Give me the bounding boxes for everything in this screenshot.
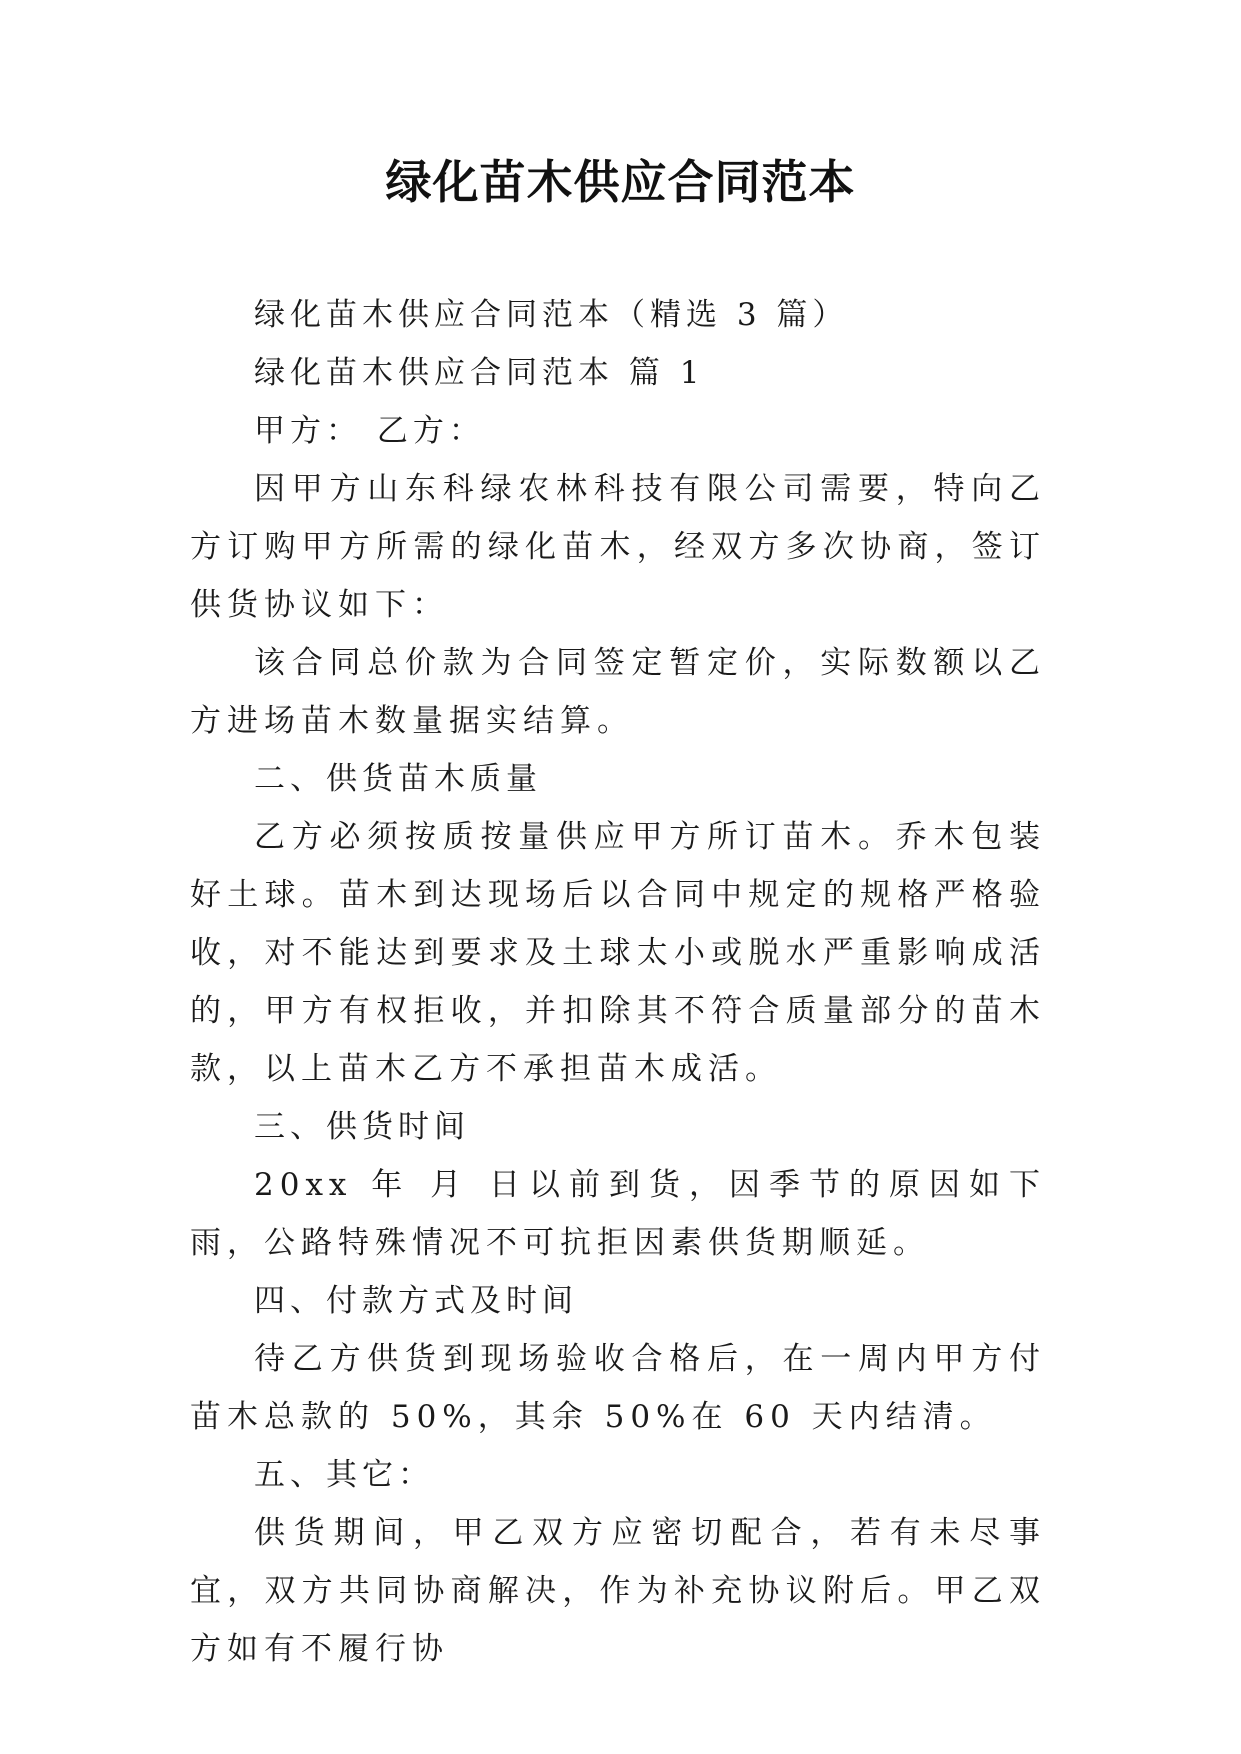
price-paragraph: 该合同总价款为合同签定暂定价，实际数额以乙方进场苗木数量据实结算。 — [190, 645, 1046, 739]
heading-delivery-time: 三、供货时间 — [254, 1109, 470, 1145]
subtitle-paragraph: 绿化苗木供应合同范本（精选 3 篇） — [254, 297, 849, 333]
heading-other: 五、其它： — [254, 1457, 434, 1493]
payment-paragraph: 待乙方供货到现场验收合格后，在一周内甲方付苗木总款的 50%，其余 50%在 60 天内结清。 — [190, 1341, 1046, 1435]
delivery-time-paragraph: 20xx 年 月 日以前到货，因季节的原因如下雨，公路特殊情况不可抗拒因素供货期顺延。 — [190, 1167, 1046, 1261]
document-body — [190, 286, 1046, 1678]
section-heading-part-1: 绿化苗木供应合同范本 篇 1 — [254, 355, 705, 391]
document-title: 绿化苗木供应合同范本 — [385, 155, 856, 209]
heading-payment: 四、付款方式及时间 — [254, 1283, 578, 1319]
other-paragraph: 供货期间，甲乙双方应密切配合，若有未尽事宜，双方共同协商解决，作为补充协议附后。甲乙双方如有不履行协 — [190, 1515, 1046, 1667]
intro-paragraph: 因甲方山东科绿农林科技有限公司需要，特向乙方订购甲方所需的绿化苗木，经双方多次协商，签订供货协议如下： — [190, 471, 1046, 623]
heading-quality: 二、供货苗木质量 — [254, 761, 542, 797]
parties-line: 甲方： 乙方： — [254, 413, 485, 449]
quality-paragraph: 乙方必须按质按量供应甲方所订苗木。乔木包装好土球。苗木到达现场后以合同中规定的规格严格验收，对不能达到要求及土球太小或脱水严重影响成活的，甲方有权拒收，并扣除其不符合质量部分的苗木款，以上苗木乙方不承担苗木成活。 — [190, 819, 1046, 1087]
